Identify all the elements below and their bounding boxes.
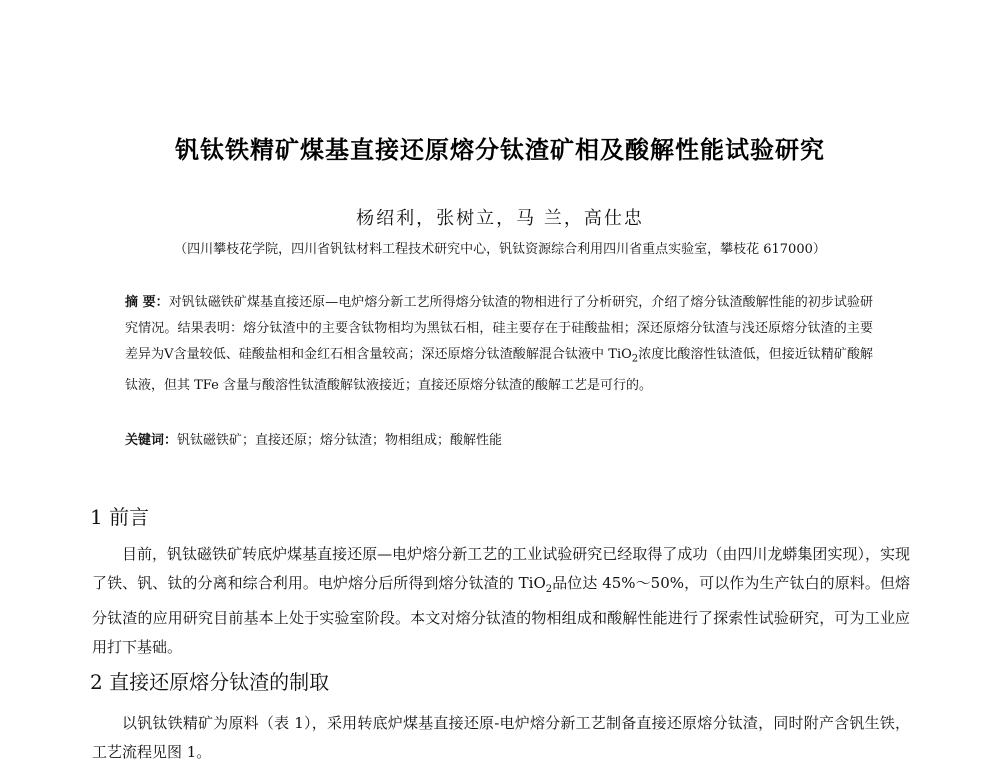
- keywords-label: 关键词：: [125, 433, 178, 448]
- affiliation: （四川攀枝花学院，四川省钒钛材料工程技术研究中心，钒钛资源综合利用四川省重点实验室，攀枝花 617000）: [174, 242, 826, 257]
- abstract-text-part2: 浓度比酸溶性钛渣低，但接近钛精矿酸解钛液，但其 TFe 含量与酸溶性钛渣酸解钛液接近；直接还原熔分钛渣的酸解工艺是可行的。: [125, 347, 873, 393]
- author-list: 杨绍利，张树立，马 兰，高仕忠: [356, 208, 644, 229]
- section-heading-preparation: 2 直接还原熔分钛渣的制取: [90, 670, 330, 694]
- intro-text-part2: 品位达 45%～50%，可以作为生产钛白的原料。但熔分钛渣的应用研究目前基本上处于实验室阶段。本文对熔分钛渣的物相组成和酸解性能进行了探索性试验研究，可为工业应用打下基础。: [92, 574, 910, 656]
- paper-title: 钒钛铁精矿煤基直接还原熔分钛渣矿相及酸解性能试验研究: [175, 136, 825, 164]
- abstract-subscript: 2: [631, 353, 639, 365]
- intro-text-part1: 目前，钒钛磁铁矿转底炉煤基直接还原—电炉熔分新工艺的工业试验研究已经取得了成功（由四川龙蟒集团实现），实现了铁、钒、钛的分离和综合利用。电炉熔分后所得到熔分钛渣的 TiO: [92, 545, 910, 592]
- keywords: [125, 428, 873, 454]
- abstract: [125, 290, 873, 399]
- intro-paragraph: [92, 540, 910, 662]
- keywords-text: 钒钛磁铁矿；直接还原；熔分钛渣；物相组成；酸解性能: [177, 433, 503, 448]
- abstract-label: 摘 要：: [125, 295, 169, 310]
- section-heading-intro: 1 前言: [90, 505, 150, 529]
- preparation-paragraph: 以钒钛铁精矿为原料（表 1），采用转底炉煤基直接还原-电炉熔分新工艺制备直接还原熔分钛渣，同时附产含钒生铁，工艺流程见图 1。: [92, 714, 910, 761]
- abstract-text-part1: 对钒钛磁铁矿煤基直接还原—电炉熔分新工艺所得熔分钛渣的物相进行了分析研究，介绍了熔分钛渣酸解性能的初步试验研究情况。结果表明：熔分钛渣中的主要含钛物相均为黑钛石相，硅主要存在于硅酸盐相；深还原熔分钛渣与浅还原熔分钛渣的主要差异为V含量较低、硅酸盐相和金红石相含量较高；深还原熔分钛渣酸解混合钛液中 TiO: [125, 295, 873, 362]
- intro-subscript: 2: [545, 584, 553, 595]
